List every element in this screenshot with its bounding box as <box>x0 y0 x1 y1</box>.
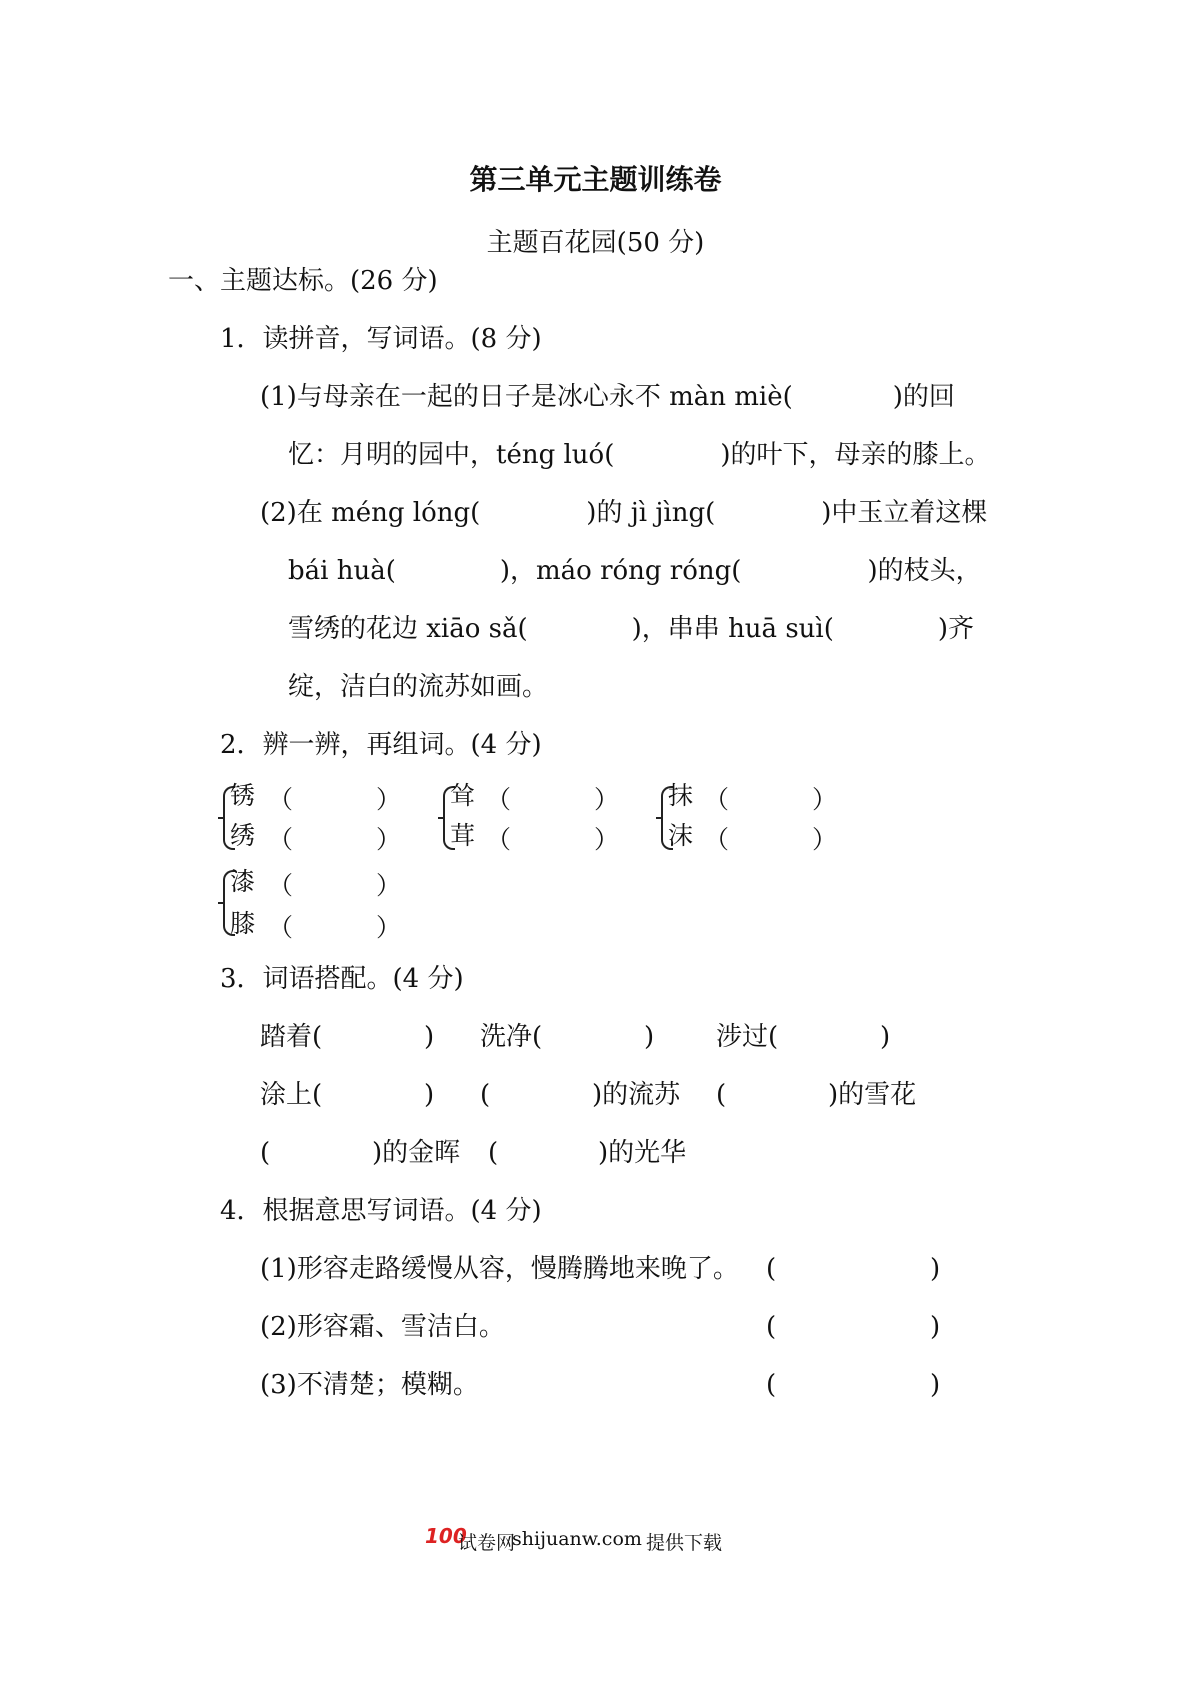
paren-close: ) <box>930 1312 941 1342</box>
page-subtitle: 主题百花园(50 分) <box>486 228 705 258</box>
char-option: 漆 <box>230 867 256 896</box>
q3-item: )的光华 <box>598 1138 687 1168</box>
q1-line-1: (1)与母亲在一起的日子是冰心永不 màn miè( )的回 <box>260 382 955 412</box>
char-option: 膝 <box>230 909 256 938</box>
footer-url[interactable]: shijuanw.com <box>512 1528 642 1550</box>
char-option: 抹 <box>668 781 694 810</box>
paren-open: ( <box>260 1138 271 1168</box>
section-heading: 一、主题达标。(26 分) <box>168 266 438 296</box>
paren-close: ） <box>376 825 402 854</box>
footer-note: 提供下载 <box>646 1532 723 1554</box>
paren-close: ) <box>880 1022 891 1052</box>
paren-open: （ <box>268 785 294 814</box>
q3-item: )的流苏 <box>592 1080 681 1110</box>
q3-item: 踏着( <box>260 1022 323 1052</box>
question-1-heading: 1．读拼音，写词语。(8 分) <box>220 324 542 354</box>
question-4-heading: 4．根据意思写词语。(4 分) <box>220 1196 542 1226</box>
paren-open: （ <box>268 871 294 900</box>
paren-open: （ <box>704 825 730 854</box>
page-title: 第三单元主题训练卷 <box>469 163 722 196</box>
footer-site-name: 试卷网 <box>458 1532 516 1554</box>
char-option: 锈 <box>230 781 256 810</box>
char-option: 沫 <box>668 821 694 850</box>
q1-line-4: bái huà( )，máo róng róng( )的枝头， <box>288 556 982 586</box>
paren-open: （ <box>486 825 512 854</box>
paren-open: ( <box>488 1138 499 1168</box>
q3-item: 涉过( <box>716 1022 779 1052</box>
q4-item: (2)形容霜、雪洁白。 <box>260 1312 505 1342</box>
question-3-heading: 3．词语搭配。(4 分) <box>220 964 464 994</box>
q3-item: )的金晖 <box>372 1138 461 1168</box>
paren-close: ) <box>930 1370 941 1400</box>
paren-close: ） <box>594 785 620 814</box>
paren-open: （ <box>268 913 294 942</box>
char-option: 茸 <box>450 821 476 850</box>
q3-item: 涂上( <box>260 1080 323 1110</box>
paren-close: ) <box>930 1254 941 1284</box>
paren-open: ( <box>716 1080 727 1110</box>
q1-line-5: 雪绣的花边 xiāo sǎ( )，串串 huā suì( )齐 <box>288 614 975 644</box>
q4-item: (1)形容走路缓慢从容，慢腾腾地来晚了。 <box>260 1254 739 1284</box>
paren-close: ) <box>424 1080 435 1110</box>
paren-close: ） <box>812 785 838 814</box>
q1-line-3: (2)在 méng lóng( )的 jì jìng( )中玉立着这棵 <box>260 498 988 528</box>
q1-line-2: 忆：月明的园中，téng luó( )的叶下，母亲的膝上。 <box>288 440 991 470</box>
paren-close: ） <box>376 871 402 900</box>
paren-open: ( <box>766 1312 777 1342</box>
q3-item: )的雪花 <box>828 1080 917 1110</box>
paren-close: ） <box>376 913 402 942</box>
question-2-heading: 2．辨一辨，再组词。(4 分) <box>220 730 542 760</box>
paren-open: ( <box>480 1080 491 1110</box>
site-logo: 100 <box>425 1524 467 1548</box>
paren-open: ( <box>766 1370 777 1400</box>
char-option: 耸 <box>450 781 476 810</box>
paren-close: ） <box>594 825 620 854</box>
paren-open: （ <box>486 785 512 814</box>
paren-close: ） <box>812 825 838 854</box>
paren-close: ) <box>644 1022 655 1052</box>
q4-item: (3)不清楚；模糊。 <box>260 1370 479 1400</box>
paren-open: （ <box>268 825 294 854</box>
paren-close: ) <box>424 1022 435 1052</box>
q1-line-6: 绽，洁白的流苏如画。 <box>288 672 549 702</box>
paren-open: （ <box>704 785 730 814</box>
q3-item: 洗净( <box>480 1022 543 1052</box>
paren-close: ） <box>376 785 402 814</box>
paren-open: ( <box>766 1254 777 1284</box>
char-option: 绣 <box>230 821 256 850</box>
